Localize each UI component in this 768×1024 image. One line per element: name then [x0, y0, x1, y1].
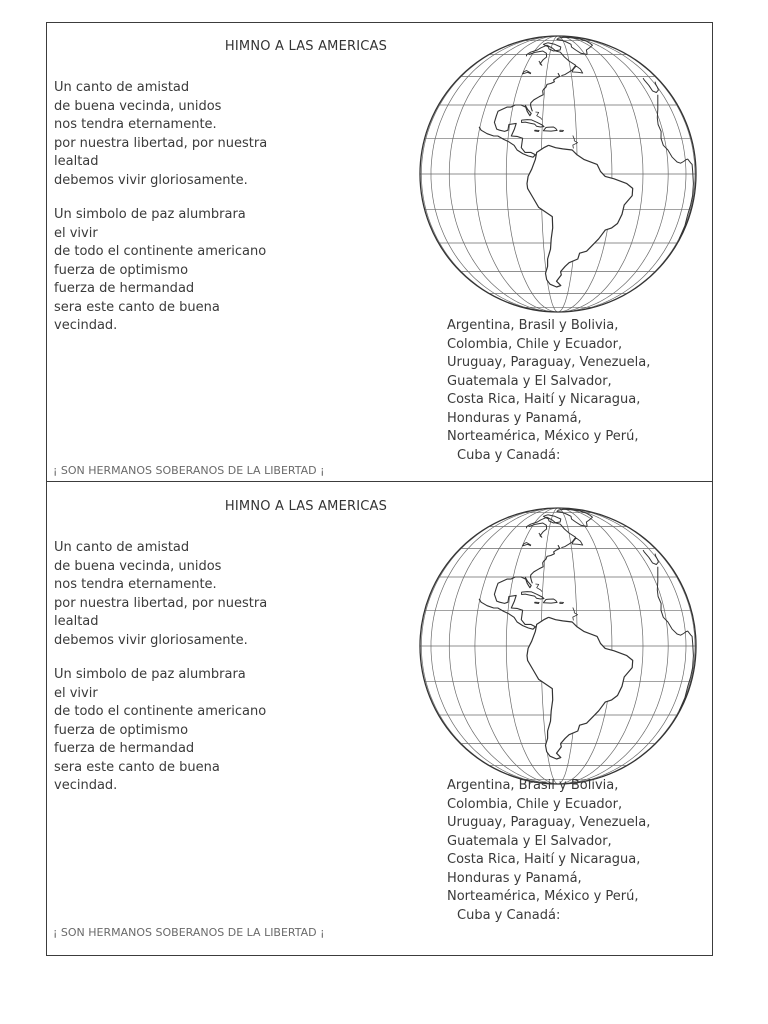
hudson-bay-coast: [529, 523, 547, 537]
country-line: Cuba y Canadá:: [457, 907, 561, 923]
verse-line: nos tendra eternamente.: [54, 577, 217, 592]
verse-line: fuerza de optimismo: [54, 262, 189, 278]
baffin-island-outline: [543, 43, 560, 51]
globe-svg: [416, 504, 700, 788]
country-line: Norteamérica, México y Perú,: [447, 429, 639, 444]
country-line: Costa Rica, Haití y Nicaragua,: [447, 852, 641, 867]
verse-line: sera este canto de buena: [54, 299, 220, 315]
bahamas-outline: [536, 584, 543, 592]
country-line: Colombia, Chile y Ecuador,: [447, 336, 623, 352]
verse-line: lealtad: [54, 154, 99, 169]
hymn-title: HIMNO A LAS AMERICAS: [224, 499, 388, 514]
globe-americas-icon: [416, 504, 700, 788]
country-line: Argentina, Brasil y Bolivia,: [447, 318, 619, 333]
verse-line: Un simbolo de paz alumbrara: [54, 207, 246, 222]
country-line: Honduras y Panamá,: [447, 870, 582, 886]
country-line: Cuba y Canadá:: [457, 447, 561, 463]
stanza-one: [54, 79, 267, 190]
stanza-two: [54, 206, 266, 336]
cuba-outline: [522, 120, 545, 127]
country-list: [447, 777, 650, 925]
puerto-rico-outline: [560, 130, 564, 131]
country-line: Guatemala y El Salvador,: [447, 373, 612, 389]
stanza-one: [54, 539, 267, 650]
globe-svg: [416, 32, 700, 316]
stanza-two: [54, 666, 266, 796]
verse-line: de todo el continente americano: [54, 244, 267, 259]
country-list: [447, 317, 650, 465]
country-line: Argentina, Brasil y Bolivia,: [447, 778, 619, 793]
verse-line: de todo el continente americano: [54, 704, 267, 719]
verse-line: fuerza de optimismo: [54, 722, 189, 738]
hymn-card-bottom: [46, 482, 713, 940]
hispaniola-outline: [543, 127, 557, 131]
cuba-outline: [522, 592, 545, 599]
verse-line: debemos vivir gloriosamente.: [54, 632, 248, 648]
footer-slogan: ¡ SON HERMANOS SOBERANOS DE LA LIBERTAD ¡: [53, 464, 325, 477]
north-america-coast: [531, 73, 560, 111]
country-line: Norteamérica, México y Perú,: [447, 889, 639, 904]
verse-line: lealtad: [54, 614, 99, 629]
hymn-title: HIMNO A LAS AMERICAS: [224, 39, 388, 54]
verse-line: Un canto de amistad: [54, 80, 190, 95]
verse-line: por nuestra libertad, por nuestra: [54, 595, 268, 611]
verse-line: sera este canto de buena: [54, 759, 220, 775]
country-line: Costa Rica, Haití y Nicaragua,: [447, 392, 641, 407]
footer-slogan: ¡ SON HERMANOS SOBERANOS DE LA LIBERTAD ¡: [53, 926, 325, 939]
baffin-island-outline: [543, 515, 560, 523]
country-line: Colombia, Chile y Ecuador,: [447, 796, 623, 812]
verse-line: debemos vivir gloriosamente.: [54, 172, 248, 188]
verse-line: de buena vecinda, unidos: [54, 98, 222, 114]
south-america-outline: [527, 617, 633, 759]
jamaica-outline: [535, 602, 540, 603]
verse-line: vecindad.: [54, 318, 118, 333]
country-line: Uruguay, Paraguay, Venezuela,: [447, 355, 651, 370]
verse-line: Un canto de amistad: [54, 540, 190, 555]
country-line: Uruguay, Paraguay, Venezuela,: [447, 815, 651, 830]
south-america-outline: [527, 145, 633, 287]
verse-line: el vivir: [54, 685, 98, 701]
verse-line: el vivir: [54, 225, 98, 241]
hispaniola-outline: [543, 599, 557, 603]
country-line: Honduras y Panamá,: [447, 410, 582, 426]
verse-line: fuerza de hermandad: [54, 741, 195, 756]
verse-line: Un simbolo de paz alumbrara: [54, 667, 246, 682]
verse-line: de buena vecinda, unidos: [54, 558, 222, 574]
north-america-coast: [531, 545, 560, 583]
hudson-bay-coast: [529, 51, 547, 65]
verse-line: fuerza de hermandad: [54, 281, 195, 296]
bahamas-outline: [536, 112, 543, 120]
jamaica-outline: [535, 130, 540, 131]
verse-line: vecindad.: [54, 778, 118, 793]
country-line: Guatemala y El Salvador,: [447, 833, 612, 849]
verse-line: por nuestra libertad, por nuestra: [54, 135, 268, 151]
puerto-rico-outline: [560, 602, 564, 603]
hymn-card-top: [46, 22, 713, 480]
verse-line: nos tendra eternamente.: [54, 117, 217, 132]
globe-americas-icon: [416, 32, 700, 316]
